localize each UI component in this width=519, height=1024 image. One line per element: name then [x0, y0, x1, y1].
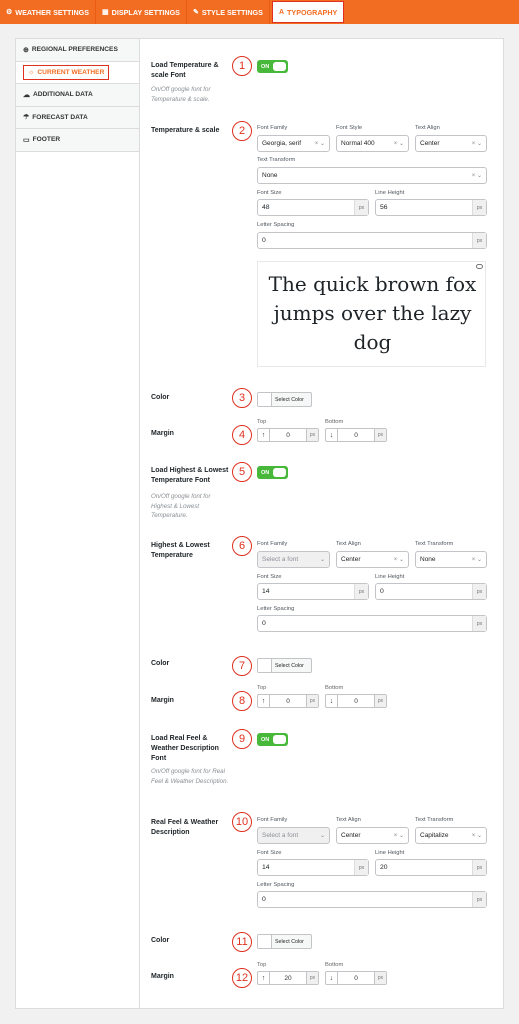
margin-top-label: Top — [257, 685, 267, 691]
input-value: 0 — [286, 431, 290, 439]
clear-chevron-icon: × ⌄ — [471, 141, 482, 147]
callout-badge-10: 10 — [232, 812, 252, 832]
rf-font-size-input[interactable] — [257, 859, 369, 876]
toggle-label: ON — [261, 736, 270, 743]
input-value: 0 — [354, 697, 358, 705]
hl-line-height-input[interactable] — [375, 583, 487, 600]
rf-margin-label: Margin — [151, 973, 174, 980]
font-preview-box — [257, 261, 486, 367]
load-temp-font-toggle[interactable] — [257, 60, 288, 73]
rf-line-height-input[interactable] — [375, 859, 487, 876]
arrow-down-icon: ↓ — [326, 972, 338, 984]
temp-margin-label: Margin — [151, 430, 174, 437]
tab-weather-settings[interactable] — [0, 0, 96, 24]
select-value: Center — [420, 140, 440, 147]
select-placeholder: Select a font — [262, 832, 299, 839]
temp-line-height-input[interactable] — [375, 199, 487, 216]
settings-panel — [15, 38, 504, 1009]
toggle-knob — [273, 735, 286, 744]
tab-style-settings[interactable] — [187, 0, 270, 24]
arrow-up-icon: ↑ — [258, 429, 270, 441]
unit-suffix: px — [306, 695, 318, 707]
chevron-down-icon: ⌄ — [319, 833, 325, 839]
grid-icon: ▦ — [102, 9, 109, 16]
text-align-label: Text Align — [336, 541, 361, 547]
temp-scale-label: Temperature & scale — [151, 127, 220, 134]
hl-label: Highest & Lowest Temperature — [151, 542, 210, 559]
rf-color-picker[interactable] — [257, 934, 312, 949]
gear-icon: ⚙ — [6, 9, 13, 16]
tab-display-settings[interactable] — [96, 0, 187, 24]
input-value: 56 — [380, 204, 388, 211]
input-value: 48 — [262, 204, 270, 211]
hl-text-align-select[interactable] — [336, 551, 409, 568]
callout-badge-1: 1 — [232, 56, 252, 76]
temp-text-transform-select[interactable] — [257, 167, 487, 184]
temp-text-align-select[interactable] — [415, 135, 487, 152]
hl-margin-label: Margin — [151, 697, 174, 704]
tab-label: STYLE SETTINGS — [201, 7, 263, 17]
select-value: Normal 400 — [341, 140, 375, 147]
typography-content — [140, 39, 504, 1008]
hl-margin-bottom-input[interactable] — [325, 694, 387, 708]
chevron-down-icon: ⌄ — [319, 557, 325, 563]
callout-badge-4: 4 — [232, 425, 252, 445]
rf-label: Real Feel & Weather Description — [151, 819, 219, 836]
callout-badge-5: 5 — [232, 462, 252, 482]
unit-suffix: px — [374, 429, 386, 441]
sidebar-item-regional-preferences[interactable] — [16, 39, 139, 62]
input-value: 0 — [380, 588, 384, 595]
font-style-label: Font Style — [336, 125, 363, 131]
clear-chevron-icon: × ⌄ — [314, 141, 325, 147]
unit-suffix: px — [472, 584, 486, 599]
temp-font-size-input[interactable] — [257, 199, 369, 216]
font-family-label: Font Family — [257, 817, 288, 823]
typography-icon: A — [278, 8, 285, 16]
unit-suffix: px — [472, 200, 486, 215]
load-temp-font-label: Load Temperature & scale Font — [151, 62, 219, 79]
hl-margin-top-input[interactable] — [257, 694, 319, 708]
load-hl-font-desc: On/Off google font for Highest & Lowest Temperature. — [151, 493, 211, 519]
hl-letter-spacing-input[interactable] — [257, 615, 487, 632]
input-value: 0 — [262, 896, 266, 903]
arrow-up-icon: ↑ — [258, 695, 270, 707]
toggle-label: ON — [261, 63, 270, 70]
text-align-label: Text Align — [415, 125, 440, 131]
callout-badge-2: 2 — [232, 121, 252, 141]
line-height-label: Line Height — [375, 574, 405, 580]
margin-bottom-label: Bottom — [325, 962, 344, 968]
unit-suffix: px — [374, 695, 386, 707]
font-size-label: Font Size — [257, 190, 282, 196]
select-value: None — [420, 556, 436, 563]
clear-chevron-icon: × ⌄ — [393, 833, 404, 839]
temp-margin-top-input[interactable] — [257, 428, 319, 442]
top-tab-bar — [0, 0, 519, 24]
temp-color-label: Color — [151, 394, 170, 401]
tab-label: WEATHER SETTINGS — [15, 7, 90, 17]
load-rf-font-toggle[interactable] — [257, 733, 288, 746]
input-value: 0 — [262, 237, 266, 244]
callout-badge-11: 11 — [232, 932, 252, 952]
sidebar-item-additional-data[interactable] — [16, 84, 139, 107]
margin-bottom-label: Bottom — [325, 685, 344, 691]
sidebar-item-label: FORECAST DATA — [32, 113, 88, 121]
load-hl-font-label: Load Highest & Lowest Temperature Font — [151, 467, 229, 484]
clear-chevron-icon: × ⌄ — [471, 173, 482, 179]
letter-spacing-label: Letter Spacing — [257, 882, 295, 888]
rf-margin-top-input[interactable] — [257, 971, 319, 985]
toggle-knob — [273, 468, 286, 477]
input-value: 0 — [354, 431, 358, 439]
forecast-icon: ☂ — [23, 114, 30, 122]
active-highlight — [23, 65, 109, 80]
input-value: 20 — [284, 974, 292, 982]
callout-badge-9: 9 — [232, 729, 252, 749]
rf-margin-bottom-input[interactable] — [325, 971, 387, 985]
input-value: 0 — [262, 620, 266, 627]
unit-suffix: px — [354, 860, 368, 875]
arrow-down-icon: ↓ — [326, 429, 338, 441]
text-align-label: Text Align — [336, 817, 361, 823]
font-family-label: Font Family — [257, 541, 288, 547]
unit-suffix: px — [472, 616, 486, 631]
rf-color-label: Color — [151, 937, 170, 944]
tab-typography[interactable] — [272, 1, 344, 23]
color-button-label: Select Color — [275, 938, 304, 945]
rf-text-align-select[interactable] — [336, 827, 409, 844]
sidebar-item-label: FOOTER — [32, 136, 61, 144]
color-button-label: Select Color — [275, 396, 304, 403]
temp-letter-spacing-input[interactable] — [257, 232, 487, 249]
font-size-label: Font Size — [257, 574, 282, 580]
input-value: 14 — [262, 588, 270, 595]
globe-icon: ⊕ — [23, 46, 29, 54]
callout-badge-6: 6 — [232, 536, 252, 556]
font-size-label: Font Size — [257, 850, 282, 856]
input-value: 20 — [380, 864, 388, 871]
load-rf-font-label: Load Real Feel & Weather Description Font — [151, 735, 219, 762]
arrow-down-icon: ↓ — [326, 695, 338, 707]
select-placeholder: Select a font — [262, 556, 299, 563]
sidebar-item-forecast-data[interactable] — [16, 107, 139, 130]
cloud-icon: ☁ — [23, 91, 30, 99]
unit-suffix: px — [374, 972, 386, 984]
clear-chevron-icon: × ⌄ — [471, 833, 482, 839]
margin-top-label: Top — [257, 962, 267, 968]
text-transform-label: Text Transform — [257, 157, 296, 163]
input-value: 14 — [262, 864, 270, 871]
unit-suffix: px — [354, 200, 368, 215]
unit-suffix: px — [472, 892, 486, 907]
text-transform-label: Text Transform — [415, 541, 454, 547]
sidebar — [16, 39, 140, 1008]
rf-text-transform-select[interactable] — [415, 827, 487, 844]
tab-label: DISPLAY SETTINGS — [111, 7, 180, 17]
sidebar-item-label: CURRENT WEATHER — [37, 68, 105, 76]
input-value: 0 — [354, 974, 358, 982]
font-preview-text: The quick brown fox jumps over the lazy dog — [268, 272, 477, 354]
color-swatch — [258, 659, 272, 672]
text-transform-label: Text Transform — [415, 817, 454, 823]
hl-font-family-select[interactable] — [257, 551, 330, 568]
select-value: Center — [341, 556, 361, 563]
margin-bottom-label: Bottom — [325, 419, 344, 425]
brush-icon: ✎ — [192, 9, 199, 16]
temp-font-style-select[interactable] — [336, 135, 409, 152]
unit-suffix: px — [306, 429, 318, 441]
unit-suffix: px — [472, 860, 486, 875]
letter-spacing-label: Letter Spacing — [257, 222, 295, 228]
unit-suffix: px — [472, 233, 486, 248]
select-value: Georgia, serif — [262, 140, 302, 147]
callout-badge-12: 12 — [232, 968, 252, 988]
monitor-icon: ▭ — [23, 136, 30, 144]
preview-toggle-icon[interactable] — [476, 264, 483, 269]
load-hl-font-toggle[interactable] — [257, 466, 288, 479]
callout-badge-7: 7 — [232, 656, 252, 676]
select-value: None — [262, 172, 278, 179]
sun-icon: ☼ — [28, 68, 35, 76]
unit-suffix: px — [354, 584, 368, 599]
input-value: 0 — [286, 697, 290, 705]
hl-color-label: Color — [151, 660, 170, 667]
hl-text-transform-select[interactable] — [415, 551, 487, 568]
toggle-knob — [273, 62, 286, 71]
letter-spacing-label: Letter Spacing — [257, 606, 295, 612]
hl-color-picker[interactable] — [257, 658, 312, 673]
clear-chevron-icon: × ⌄ — [471, 557, 482, 563]
select-value: Capitalize — [420, 832, 449, 839]
clear-chevron-icon: × ⌄ — [393, 557, 404, 563]
font-family-label: Font Family — [257, 125, 288, 131]
temp-font-family-select[interactable] — [257, 135, 330, 152]
color-swatch — [258, 393, 272, 406]
clear-chevron-icon: × ⌄ — [393, 141, 404, 147]
arrow-up-icon: ↑ — [258, 972, 270, 984]
margin-top-label: Top — [257, 419, 267, 425]
sidebar-item-label: ADDITIONAL DATA — [33, 91, 93, 99]
callout-badge-3: 3 — [232, 388, 252, 408]
unit-suffix: px — [306, 972, 318, 984]
color-swatch — [258, 935, 272, 948]
sidebar-item-label: REGIONAL PREFERENCES — [31, 46, 118, 54]
load-rf-font-desc: On/Off google font for Real Feel & Weather Description. — [151, 768, 229, 785]
sidebar-item-footer[interactable] — [16, 129, 139, 152]
tab-label: TYPOGRAPHY — [287, 7, 338, 17]
load-temp-font-desc: On/Off google font for Temperature & scale. — [151, 86, 211, 103]
hl-font-size-input[interactable] — [257, 583, 369, 600]
temp-margin-bottom-input[interactable] — [325, 428, 387, 442]
callout-badge-8: 8 — [232, 691, 252, 711]
temp-color-picker[interactable] — [257, 392, 312, 407]
select-value: Center — [341, 832, 361, 839]
sidebar-item-current-weather[interactable] — [16, 62, 139, 85]
line-height-label: Line Height — [375, 190, 405, 196]
line-height-label: Line Height — [375, 850, 405, 856]
rf-letter-spacing-input[interactable] — [257, 891, 487, 908]
toggle-label: ON — [261, 469, 270, 476]
color-button-label: Select Color — [275, 662, 304, 669]
rf-font-family-select[interactable] — [257, 827, 330, 844]
